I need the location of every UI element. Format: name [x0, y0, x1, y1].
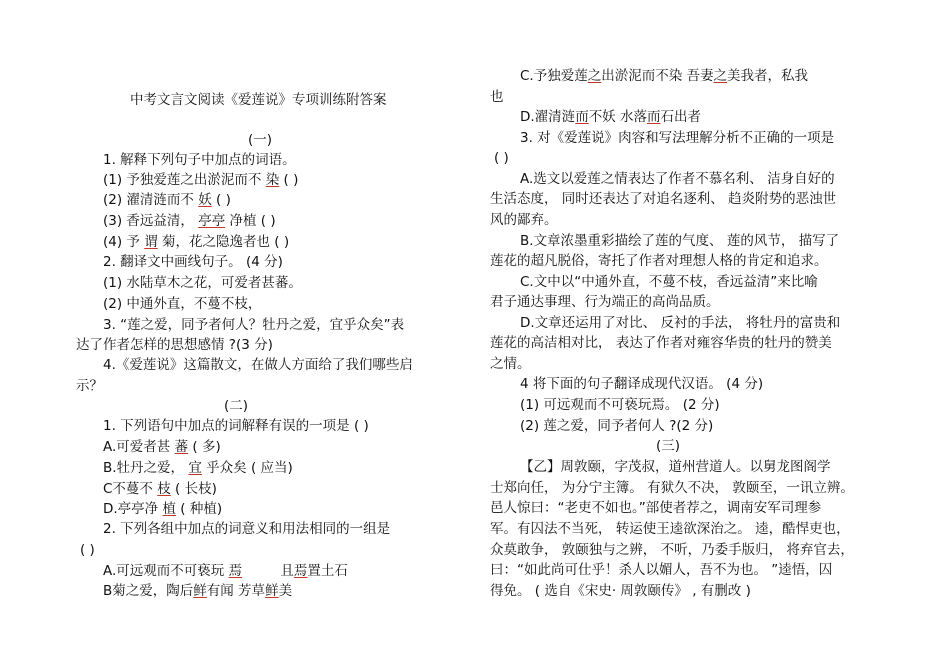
part2-q3-option-b-line-1: B.文章浓墨重彩描绘了莲的气度、 莲的风节， 描写了: [520, 233, 840, 249]
key-word: 亭亭: [198, 213, 226, 229]
key-word: 植: [162, 501, 176, 517]
option-text: A.可爱者甚: [103, 439, 171, 455]
option-text: 不妖 水落: [588, 109, 647, 125]
option-gloss: ( 长枝): [175, 481, 217, 497]
part2-question-2-blank: ( ): [80, 542, 95, 558]
part2-q2-option-c-line-2: 也: [490, 89, 504, 105]
option-text: 美: [278, 583, 293, 599]
option-gloss: ( 多): [192, 439, 221, 455]
option-gloss: ( 种植): [180, 501, 223, 517]
option-text: C不蔓不: [103, 481, 153, 497]
passage-yi-line-5: 众莫敢争， 敦颐独与之辨， 不听，乃委手版归， 将弃官去，: [490, 542, 854, 558]
answer-blank: 净植 ( ): [229, 213, 276, 229]
key-word: 鲜: [193, 583, 207, 599]
option-text: 石出者: [660, 109, 701, 125]
option-text: A.可远观而不可亵玩: [103, 563, 225, 579]
key-word: 妖: [198, 192, 212, 208]
part2-option-d: [103, 499, 222, 519]
passage-yi-line-7: 得免。 ( 选自《宋史· 周敦颐传》 , 有删改 ): [490, 583, 751, 599]
part2-q3-option-a-line-3: 风的鄙弃。: [490, 212, 558, 228]
passage-yi-line-3: 邑人惊曰：“老吏不如也。”部使者荐之，调南安军司理参: [490, 500, 822, 516]
part2-question-4: 4 将下面的句子翻译成现代汉语。 (4 分): [520, 376, 764, 392]
answer-blank: ( ): [216, 192, 231, 208]
part2-question-3-line-1: 3. 对《爱莲说》肉容和写法理解分析不正确的一项是: [520, 130, 835, 146]
part2-q2-option-a: [103, 561, 348, 581]
section-2-heading: (二): [224, 398, 249, 414]
question-1-item-1: [103, 170, 298, 190]
key-word: 而: [646, 109, 661, 125]
part2-option-b: [103, 458, 293, 478]
part2-question-2: 2. 下列各组中加点的词意义和用法相同的一组是: [103, 521, 391, 537]
part2-question-4-item-2: (2) 莲之爱，同予者何人 ?(2 分): [520, 418, 714, 434]
key-word: 焉: [293, 563, 308, 579]
part2-option-c: [103, 479, 217, 499]
key-word: 焉: [228, 563, 243, 579]
item-text: (2) 濯清涟而不: [103, 192, 194, 208]
question-1: 1. 解释下列句子中加点的词语。: [103, 152, 296, 168]
option-text: D.濯清涟: [520, 109, 576, 125]
option-text: C.予独爱莲: [520, 68, 588, 84]
item-text: (4) 予: [103, 234, 140, 250]
key-word: 鲜: [265, 583, 279, 599]
part2-q2-option-b: [103, 581, 292, 601]
item-text: (1) 予独爱莲之出淤泥而不: [103, 172, 262, 188]
part2-q2-option-c: [520, 66, 808, 86]
part2-q3-option-d-line-2: 莲花的高洁相对比， 表达了作者对雍容华贵的牡丹的赞美: [490, 335, 832, 351]
part2-q3-option-d-line-1: D.文章还运用了对比、 反衬的手法， 将牡丹的富贵和: [520, 315, 841, 331]
key-word: 而: [575, 109, 589, 125]
passage-yi-line-1: 【乙】周敦颐，字茂叔，道州营道人。以舅龙图阁学: [520, 459, 831, 475]
question-1-item-3: [103, 211, 276, 231]
question-2-item-2: (2) 中通外直，不蔓不枝，: [103, 296, 262, 312]
key-word: 染: [265, 172, 280, 188]
passage-yi-line-6: 曰：“如此尚可仕乎！杀人以媚人，吾不为也。 ”逵悟，囚: [490, 562, 833, 578]
part2-q3-option-a-line-2: 生活态度， 同时还表达了对追名逐利、 趋炎附势的恶浊世: [490, 191, 837, 207]
option-text: 有闻 芳草: [206, 583, 266, 599]
option-text: 出淤泥而不染 吾妻: [601, 68, 714, 84]
part2-q3-option-c-line-2: 君子通达事理、行为端正的高尚品质。: [490, 294, 720, 310]
option-text: 置土石: [307, 563, 348, 579]
question-2-item-1: (1) 水陆草木之花，可爱者甚蕃。: [103, 275, 302, 291]
section-1-heading: (一): [248, 132, 273, 148]
option-text: B菊之爱，陶后: [103, 583, 194, 599]
key-word: 谓: [144, 234, 158, 250]
question-3-line-1: 3. “莲之爱，同予者何人？牡丹之爱，宜乎众矣”表: [103, 317, 405, 333]
option-text: D.亭亭净: [103, 501, 159, 517]
question-4-line-1: 4.《爱莲说》这篇散文，在做人方面给了我们哪些启: [103, 357, 413, 373]
part2-q3-option-c-line-1: C.文中以“中通外直，不蔓不枝，香远益清”来比喻: [520, 274, 818, 290]
question-2: 2. 翻译文中画线句子。 (4 分): [103, 254, 283, 270]
part2-question-1: 1. 下列语句中加点的词解释有误的一项是 ( ): [103, 418, 369, 434]
question-1-item-2: [103, 190, 231, 210]
section-3-heading: (三): [656, 438, 681, 454]
part2-q3-option-b-line-2: 莲花的超凡脱俗，寄托了作者对理想人格的肯定和追求。: [490, 253, 828, 269]
key-word: 之: [713, 68, 728, 84]
part2-q2-option-d: [520, 107, 701, 127]
question-1-item-4: [103, 232, 289, 252]
answer-blank: 菊，花之隐逸者也 ( ): [162, 234, 290, 250]
key-word: 之: [587, 68, 602, 84]
option-text: 美我者，私我: [727, 68, 809, 84]
option-gloss: 乎众矣 ( 应当): [206, 460, 293, 476]
answer-blank: ( ): [283, 172, 299, 188]
option-text: 且: [280, 563, 294, 579]
question-4-line-2: 示？: [76, 378, 103, 394]
part2-q3-option-d-line-3: 之情。: [490, 356, 531, 372]
passage-yi-line-4: 军。有囚法不当死， 转运使王逵欲深治之。 逵，酷悍吏也，: [490, 521, 850, 537]
key-word: 宜: [188, 460, 202, 476]
part2-option-a: [103, 437, 221, 457]
item-text: (3) 香远益清，: [103, 213, 194, 229]
key-word: 枝: [157, 481, 171, 497]
part2-question-3-blank: ( ): [494, 150, 509, 166]
passage-yi-line-2: 士郑向任， 为分宁主簿。 有狱久不决， 敦颐至，一讯立辨。: [490, 480, 854, 496]
question-3-line-2: 达了作者怎样的思想感情 ?(3 分): [76, 337, 273, 353]
key-word: 蕃: [174, 439, 189, 455]
part2-question-4-item-1: (1) 可远观而不可亵玩焉。 (2 分): [520, 397, 720, 413]
page-title: 中考文言文阅读《爱莲说》专项训练附答案: [130, 92, 387, 108]
option-text: B.牡丹之爱，: [103, 460, 185, 476]
part2-q3-option-a-line-1: A.选文以爱莲之情表达了作者不慕名利、 洁身自好的: [520, 171, 835, 187]
